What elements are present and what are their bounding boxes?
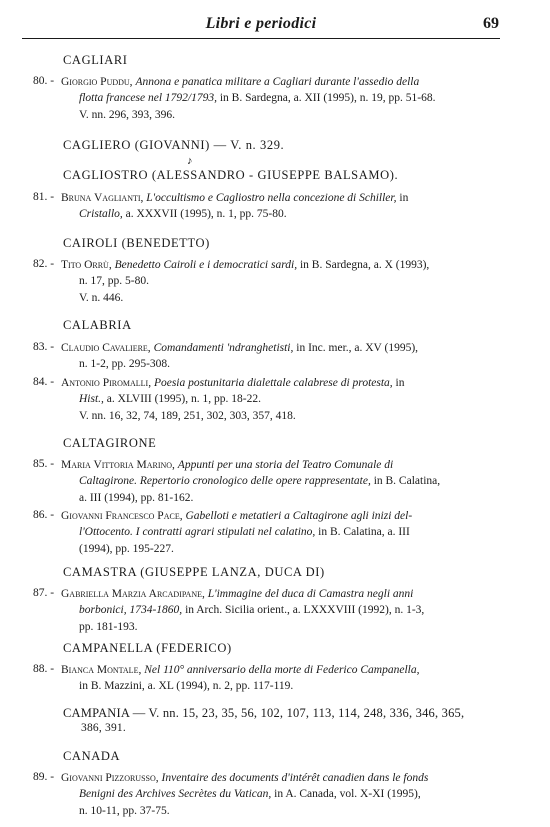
entry-number: 89. - — [33, 771, 55, 783]
section-heading: CAIROLI (BENEDETTO) — [63, 236, 210, 250]
entry-author: Giovanni Francesco Pace, — [61, 510, 183, 522]
entry-author: Giovanni Pizzorusso, — [61, 772, 159, 784]
entry-source: in B. Sardegna, a. X (1993), — [299, 259, 430, 271]
entry-title: Benedetto Cairoli e i democratici sardi, — [114, 259, 298, 271]
section-heading: CAGLIERO (GIOVANNI) — V. n. 329. — [63, 138, 285, 152]
entry-line — [61, 376, 500, 391]
entry-line — [61, 191, 500, 206]
entry-line — [61, 458, 500, 473]
entry-author: Antonio Piromalli, — [61, 377, 152, 389]
entry-journal: Cristallo, — [79, 208, 123, 220]
entry-reference: V. nn. 16, 32, 74, 189, 251, 302, 303, 357, 418. — [79, 410, 296, 422]
entry-line — [79, 603, 500, 618]
entry-number: 83. - — [33, 341, 55, 353]
entry-line — [61, 663, 500, 678]
stray-mark: ♪ — [187, 155, 193, 167]
entry-line: pp. 181-193. — [79, 621, 138, 633]
entry-author: Bianca Montale, — [61, 664, 142, 676]
running-title: Libri e periodici — [205, 15, 317, 32]
entry-title: Comandamenti 'ndranghetisti, — [153, 342, 294, 354]
entry-title: Nel 110° anniversario della morte di Federico Campanella, — [144, 664, 420, 676]
entry-line — [61, 258, 500, 273]
entry-author: Claudio Cavaliere, — [61, 342, 151, 354]
running-header — [22, 14, 500, 39]
entry-line — [79, 787, 500, 802]
entry-line: n. 1-2, pp. 295-308. — [79, 358, 171, 370]
entry-source: in A. Canada, vol. X-XI (1995), — [274, 788, 421, 800]
entry-reference: V. nn. 296, 393, 396. — [79, 109, 175, 121]
entry-line — [61, 341, 500, 356]
entry-title: L'immagine del duca di Camastra negli anni — [207, 588, 414, 600]
section-heading: CANADA — [63, 749, 121, 763]
entry-line — [79, 91, 500, 106]
entry-source: in B. Calatina, — [373, 475, 441, 487]
section-heading: CAGLIARI — [63, 53, 128, 67]
entry-source: a. XLVIII (1995), n. 1, pp. 18-22. — [106, 393, 261, 405]
entry-source: in — [399, 192, 409, 204]
entry-journal: Hist., — [79, 393, 104, 405]
entry-author: Bruna Vaglianti, — [61, 192, 144, 204]
entry-line: (1994), pp. 195-227. — [79, 543, 174, 555]
section-heading: CALABRIA — [63, 318, 132, 332]
entry-title: Gabelloti e metatieri a Caltagirone agli inizi del- — [185, 510, 413, 522]
entry-line: in B. Mazzini, a. XL (1994), n. 2, pp. 117-119. — [79, 680, 294, 692]
entry-number: 88. - — [33, 663, 55, 675]
entry-title: Caltagirone. Repertorio cronologico delle opere rappresentate, — [79, 475, 371, 487]
entry-number: 81. - — [33, 191, 55, 203]
entry-source: in B. Calatina, a. III — [318, 526, 410, 538]
entry-source: in — [395, 377, 405, 389]
section-heading: CAGLIOSTRO (ALESSANDRO - GIUSEPPE BALSAMO). — [63, 168, 399, 182]
entry-number: 86. - — [33, 509, 55, 521]
entry-title: Appunti per una storia del Teatro Comunale di — [177, 459, 394, 471]
entry-title: Benigni des Archives Secrètes du Vatican, — [79, 788, 272, 800]
entry-title: Poesia postunitaria dialettale calabrese di protesta, — [153, 377, 393, 389]
entry-line — [61, 509, 500, 524]
entry-title: L'occultismo e Cagliostro nella concezione di Schiller, — [146, 192, 397, 204]
entry-number: 84. - — [33, 376, 55, 388]
entry-author: Gabriella Marzia Arcadipane, — [61, 588, 205, 600]
entry-title: Inventaire des documents d'intérêt canadien dans le fonds — [161, 772, 429, 784]
entry-author: Maria Vittoria Marino, — [61, 459, 175, 471]
entry-number: 82. - — [33, 258, 55, 270]
entry-title: borbonici, 1734-1860, — [79, 604, 183, 616]
entry-line — [61, 587, 500, 602]
section-heading: CAMASTRA (GIUSEPPE LANZA, DUCA DI) — [63, 565, 325, 579]
entry-source: in B. Sardegna, a. XII (1995), n. 19, pp. 51-68. — [219, 92, 436, 104]
entry-source: in Arch. Sicilia orient., a. LXXXVIII (1992), n. 1-3, — [185, 604, 425, 616]
entry-line — [79, 207, 500, 222]
entry-line: n. 10-11, pp. 37-75. — [79, 805, 170, 817]
entry-line — [79, 392, 500, 407]
section-heading: CAMPANELLA (FEDERICO) — [63, 641, 232, 655]
entry-reference: V. n. 446. — [79, 292, 124, 304]
page-number: 69 — [483, 15, 499, 32]
section-heading: CAMPANIA — V. nn. 15, 23, 35, 56, 102, 107, 113, 114, 248, 336, 346, 365, — [63, 706, 465, 720]
entry-source: in Inc. mer., a. XV (1995), — [296, 342, 419, 354]
entry-title: l'Ottocento. I contratti agrari stipulati nel calatino, — [79, 526, 316, 538]
entry-line — [61, 771, 500, 786]
entry-number: 87. - — [33, 587, 55, 599]
section-heading-continuation: 386, 391. — [81, 722, 126, 734]
entry-author: Giorgio Puddu, — [61, 76, 133, 88]
entry-number: 85. - — [33, 458, 55, 470]
entry-number: 80. - — [33, 75, 55, 87]
entry-line: a. III (1994), pp. 81-162. — [79, 492, 194, 504]
entry-line — [79, 525, 500, 540]
entry-line: n. 17, pp. 5-80. — [79, 275, 149, 287]
entry-author: Tito Orrù, — [61, 259, 112, 271]
entry-title: Annona e panatica militare a Cagliari durante l'assedio della — [135, 76, 420, 88]
entry-line — [61, 75, 500, 90]
entry-line — [79, 474, 500, 489]
section-heading: CALTAGIRONE — [63, 436, 157, 450]
entry-title: flotta francese nel 1792/1793, — [79, 92, 217, 104]
entry-source: a. XXXVII (1995), n. 1, pp. 75-80. — [125, 208, 287, 220]
